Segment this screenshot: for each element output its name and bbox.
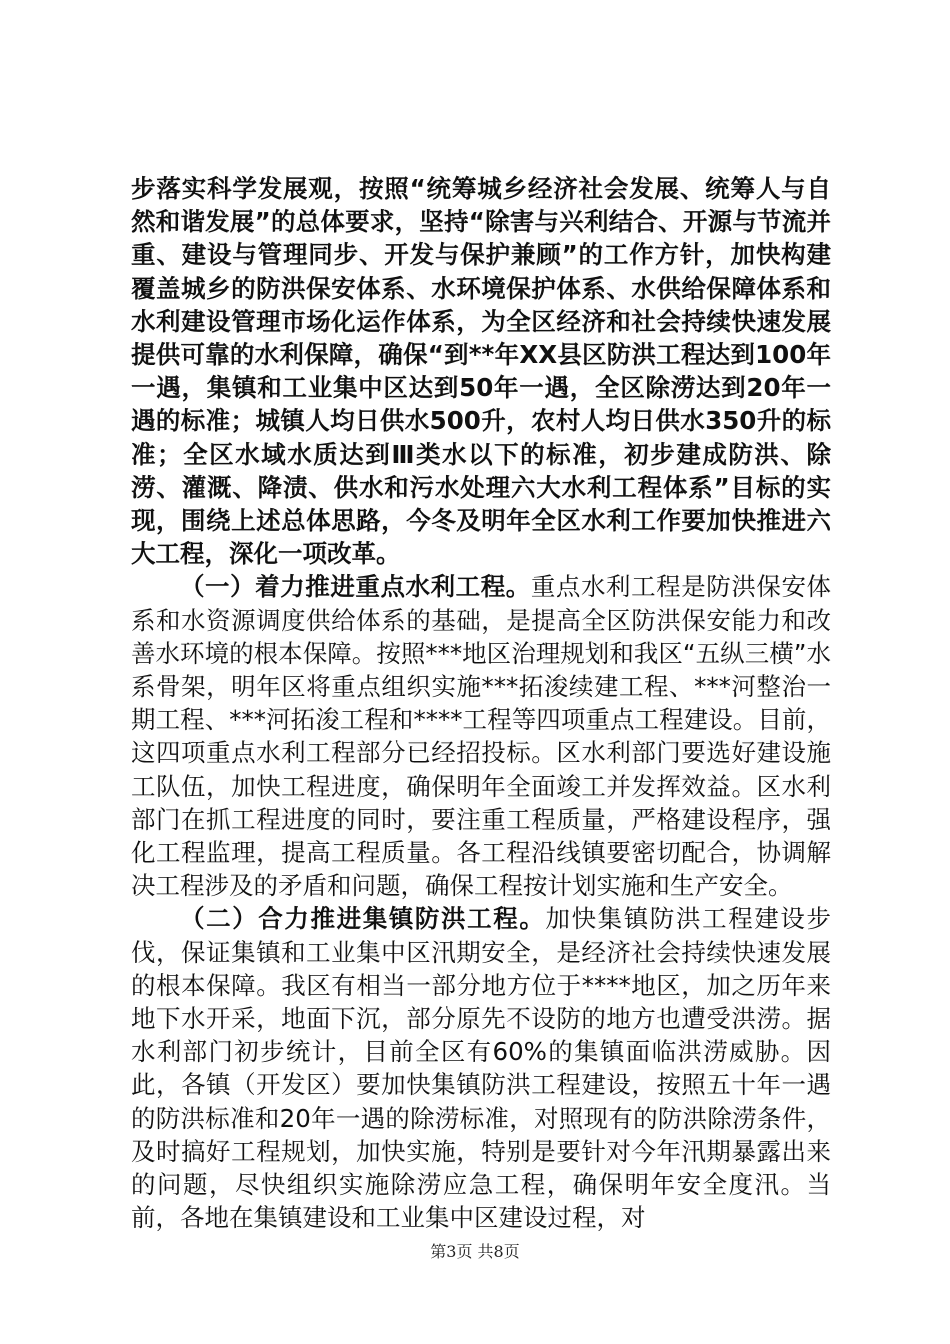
page-number-label: 第3页 共8页: [430, 1242, 520, 1261]
section-1-text: 重点水利工程是防洪保安体系和水资源调度供给体系的基础，是提高全区防洪保安能力和改善水环境的根本保障。按照***地区治理规划和我区“五纵三横”水系骨架，明年区将重点组织实施***拓浚续建工程、***河整治一期工程、***河拓浚工程和****工程等四项重点工程建设。目前，这四项重点水利工程部分已经招投标。区水利部门要选好建设施工队伍，加快工程进度，确保明年全面竣工并发挥效益。区水利部门在抓工程进度的同时，要注重工程质量，严格建设程序，强化工程监理，提高工程质量。各工程沿线镇要密切配合，协调解决工程涉及的矛盾和问题，确保工程按计划实施和生产安全。: [131, 572, 832, 901]
document-body: [131, 172, 831, 1235]
section-1-heading: （一）着力推进重点水利工程。: [180, 572, 531, 602]
section-2-text: 加快集镇防洪工程建设步伐，保证集镇和工业集中区汛期安全，是经济社会持续快速发展的根本保障。我区有相当一部分地方位于****地区，加之历年来地下水开采，地面下沉，部分原先不设防的地方也遭受洪涝。据水利部门初步统计，目前全区有60%的集镇面临洪涝威胁。因此，各镇（开发区）要加快集镇防洪工程建设，按照五十年一遇的防洪标准和20年一遇的除涝标准，对照现有的防洪除涝条件，及时搞好工程规划，加快实施，特别是要针对今年汛期暴露出来的问题，尽快组织实施除涝应急工程，确保明年安全度汛。当前，各地在集镇建设和工业集中区建设过程，对: [131, 904, 832, 1233]
paragraph-section-1: [131, 570, 831, 902]
paragraph-section-2: [131, 902, 831, 1234]
paragraph-intro: [131, 172, 831, 570]
paragraph-intro-text: 步落实科学发展观，按照“统筹城乡经济社会发展、统筹人与自然和谐发展”的总体要求，坚持“除害与兴利结合、开源与节流并重、建设与管理同步、开发与保护兼顾”的工作方针，加快构建覆盖城乡的防洪保安体系、水环境保护体系、水供给保障体系和水利建设管理市场化运作体系，为全区经济和社会持续快速发展提供可靠的水利保障，确保“到**年XX县区防洪工程达到100年一遇，集镇和工业集中区达到50年一遇，全区除涝达到20年一遇的标准；城镇人均日供水500升，农村人均日供水350升的标准；全区水域水质达到Ⅲ类水以下的标准，初步建成防洪、除涝、灌溉、降渍、供水和污水处理六大水利工程体系”目标的实现，围绕上述总体思路，今冬及明年全区水利工作要加快推进六大工程，深化一项改革。: [131, 174, 831, 569]
page-footer: [0, 1242, 950, 1262]
section-2-heading: （二）合力推进集镇防洪工程。: [180, 904, 546, 934]
